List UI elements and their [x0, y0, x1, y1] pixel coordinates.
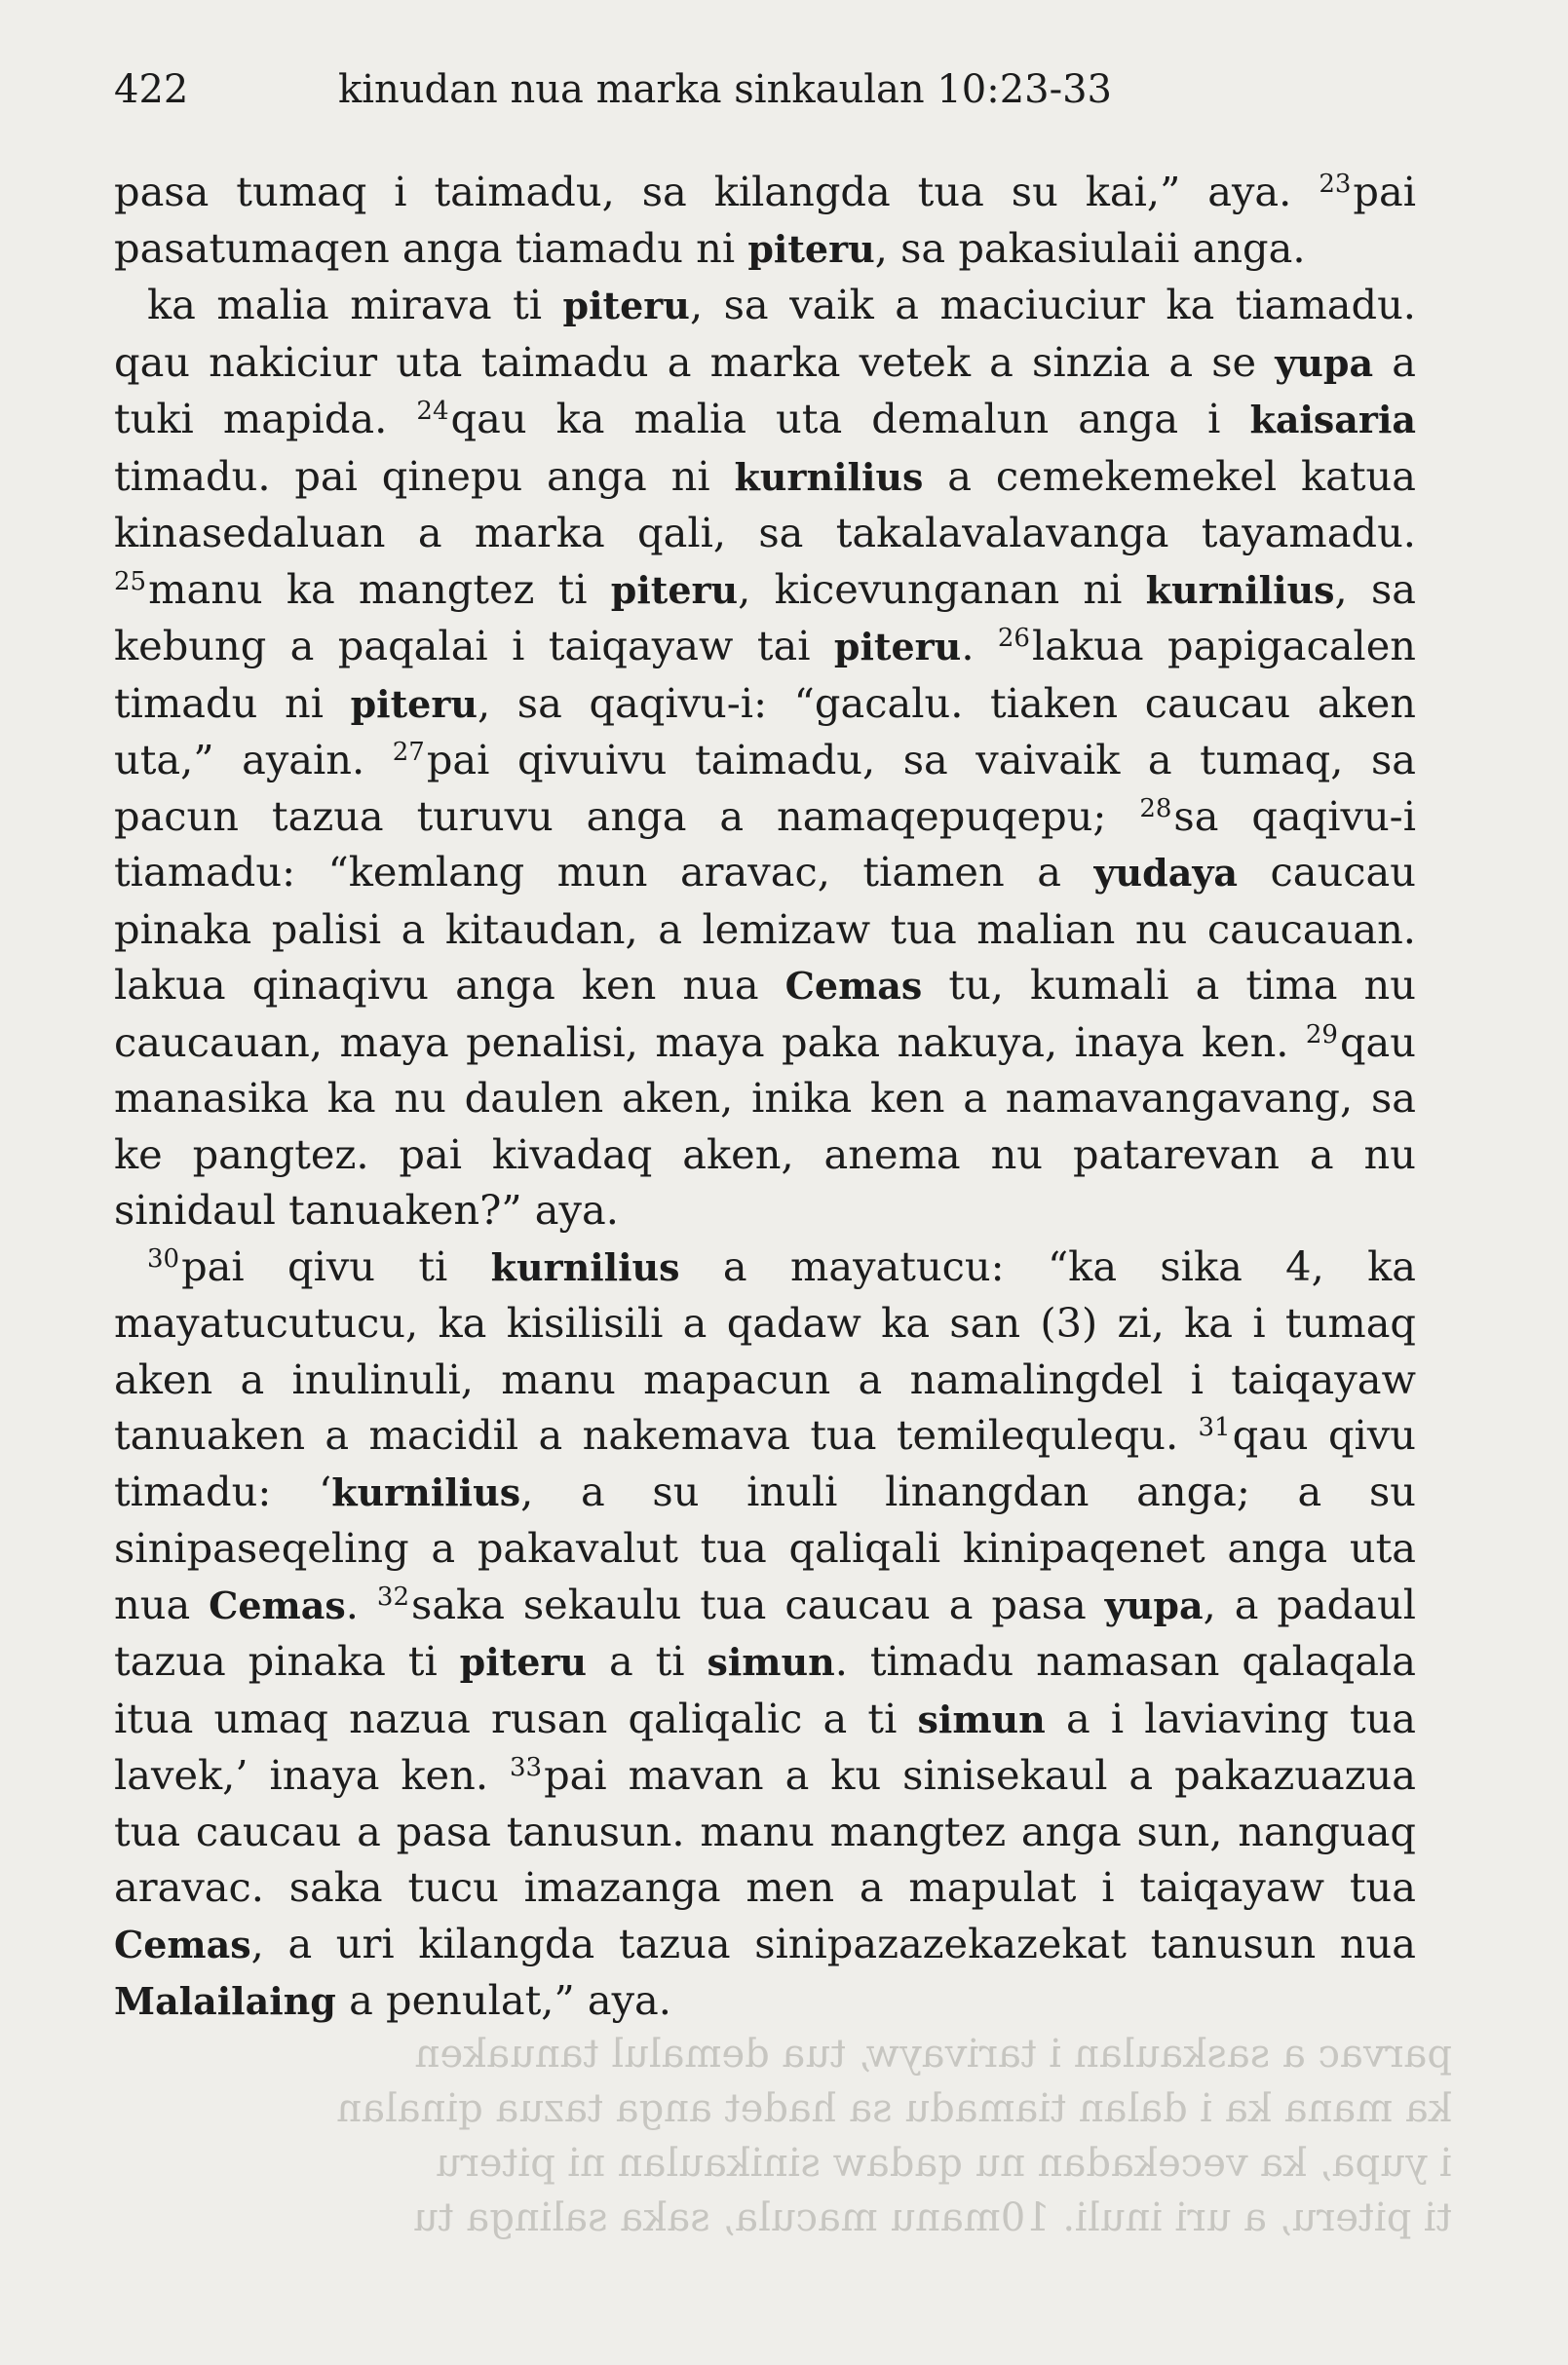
text-run: a cemekemekel katua kinasedaluan a marka qali, sa takalavalavanga tayamadu. [114, 451, 1416, 556]
text-run: qau qivu timadu: ‘ [114, 1411, 1416, 1515]
bleed-line: ti piteru, a uri inuli. 10manu macula, saka salinga tu [412, 2195, 1452, 2240]
text-run: . [961, 622, 998, 669]
running-header [114, 62, 1449, 117]
proper-name: simun [707, 1640, 835, 1684]
text-run: ka malia mirava ti [147, 281, 563, 328]
verse-number: 28 [1139, 793, 1172, 823]
text-run: , a uri kilangda tazua sinipazazekazekat tanusun nua [250, 1919, 1416, 1967]
text-run: a mayatucu: “ka sika 4, ka mayatucutucu, ka kisilisili a qadaw ka san (3) zi, ka i tumaq aken a inulinuli, manu mapacun a namalingdel i taiqayaw tanuaken a macidil a nakemava tua temilequlequ. [114, 1241, 1416, 1459]
text-run: a penulat,” aya. [335, 1976, 671, 2024]
proper-name: Cemas [209, 1583, 346, 1627]
verse-number: 24 [416, 397, 449, 426]
text-run: tu, kumali a tima nu caucauan, maya penalisi, maya paka nakuya, inaya ken. [114, 961, 1416, 1066]
verse-number: 27 [392, 738, 425, 767]
verse-number: 29 [1305, 1019, 1338, 1049]
text-run: a i laviaving tua lavek,’ inaya ken. [114, 1694, 1416, 1799]
proper-name: piteru [350, 681, 478, 726]
verse-number: 32 [376, 1582, 410, 1612]
proper-name: yupa [1104, 1583, 1204, 1627]
text-run: sa qaqivu-i tiamadu: “kemlang mun aravac, tiamen a [114, 791, 1416, 896]
paragraph [114, 277, 1416, 1239]
text-run: , sa pakasiulaii anga. [874, 223, 1306, 272]
proper-name: piteru [610, 567, 739, 612]
text-run: , kicevunganan ni [738, 564, 1146, 613]
text-run: timadu. pai qinepu anga ni [114, 451, 735, 500]
bleed-through-text [107, 2027, 1452, 2245]
text-run: pasa tumaq i taimadu, sa kilangda tua su kai,” aya. [114, 168, 1319, 215]
proper-name: piteru [562, 284, 690, 327]
text-run: pai mavan a ku sinisekaul a pakazuazua tua caucau a pasa tanusun. manu mangtez anga sun, nanguaq aravac. saka tucu imazanga men a mapulat i taiqayaw tua [114, 1751, 1416, 1911]
text-run: qau manasika ka nu daulen aken, inika ken a namavangavang, sa ke pangtez. pai kivadaq aken, anema nu patarevan a nu sinidaul tanuaken?” aya. [114, 1017, 1416, 1234]
text-run: a ti [587, 1637, 708, 1685]
verse-number: 23 [1319, 170, 1352, 199]
proper-name: kurnilius [1145, 567, 1335, 612]
text-run: , a su inuli linangdan anga; a su sinipaseqeling a pakavalut tua qaliqali kinipaqenet anga uta nua [114, 1467, 1417, 1628]
proper-name: kurnilius [331, 1469, 521, 1514]
text-run: manu ka mangtez ti [148, 564, 611, 613]
proper-name: piteru [459, 1640, 588, 1684]
proper-name: yupa [1275, 340, 1374, 385]
paragraph [114, 1239, 1416, 2030]
proper-name: simun [917, 1697, 1046, 1741]
page-number: 422 [114, 67, 189, 112]
proper-name: Cemas [114, 1922, 251, 1966]
proper-name: kurnilius [490, 1244, 680, 1289]
proper-name: Cemas [784, 964, 923, 1008]
proper-name: kaisaria [1249, 398, 1417, 441]
text-run: , sa vaik a maciuciur ka tiamadu. qau nakiciur uta taimadu a marka vetek a sinzia a se [114, 281, 1416, 386]
text-run: pai pasatumaqen anga tiamadu ni [114, 168, 1416, 272]
text-run: . [345, 1580, 377, 1628]
verse-number: 31 [1198, 1413, 1231, 1442]
text-run: qau ka malia uta demalun anga i [450, 395, 1250, 442]
text-run: , sa qaqivu-i: “gacalu. tiaken caucau aken uta,” ayain. [114, 678, 1416, 783]
proper-name: Malailaing [114, 1979, 336, 2023]
running-title: kinudan nua marka sinkaulan 10:23-33 [338, 67, 1113, 112]
text-run: caucau pinaka palisi a kitaudan, a lemizaw tua malian nu caucauan. lakua qinaqivu anga ken nua [114, 848, 1416, 1009]
bleed-line: parvac a saskaulan i tarivayw, tua demalul tanuaken [414, 2032, 1452, 2077]
text-run: pai qivu ti [181, 1241, 491, 1290]
verse-number: 25 [114, 566, 147, 596]
verse-number: 26 [997, 624, 1030, 653]
text-run: saka sekaulu tua caucau a pasa [411, 1580, 1105, 1628]
bleed-line: i yupa, ka vecekadan nu qadaw sinikaulan ni piteru [435, 2141, 1452, 2186]
text-run: lakua papigacalen timadu ni [114, 622, 1416, 727]
body-text [114, 164, 1416, 2030]
proper-name: piteru [747, 226, 875, 271]
verse-number: 33 [510, 1753, 543, 1782]
text-run: pai qivuivu taimadu, sa vaivaik a tumaq, sa pacun tazua turuvu anga a namaqepuqepu; [114, 736, 1417, 840]
proper-name: yudaya [1093, 851, 1239, 895]
text-run: a tuki mapida. [114, 337, 1417, 442]
proper-name: kurnilius [734, 454, 924, 499]
proper-name: piteru [833, 625, 962, 668]
paragraph [114, 164, 1416, 277]
text-run: . timadu namasan qalaqala itua umaq nazua rusan qaliqalic a ti [114, 1637, 1416, 1742]
verse-number: 30 [147, 1243, 180, 1274]
text-run: , a padaul tazua pinaka ti [114, 1580, 1416, 1685]
bleed-line: ka mana ka i dalan tiamadu sa hadet anga tazua qinalan [336, 2086, 1452, 2131]
text-run: , sa kebung a paqalai i taiqayaw tai [114, 564, 1416, 669]
